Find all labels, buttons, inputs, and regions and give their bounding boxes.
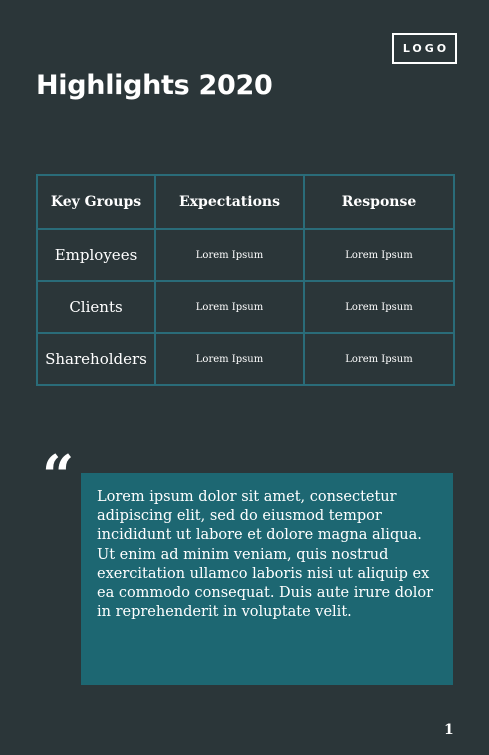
expectations-cell: Lorem Ipsum xyxy=(155,333,304,385)
table-row xyxy=(37,333,454,385)
column-header-response: Response xyxy=(304,175,454,229)
quote-box xyxy=(81,473,453,685)
expectations-cell: Lorem Ipsum xyxy=(155,229,304,281)
page-number: 1 xyxy=(444,722,454,738)
key-group-cell: Employees xyxy=(37,229,155,281)
logo xyxy=(392,33,457,64)
quote-mark-icon: “ xyxy=(42,443,75,509)
response-cell: Lorem Ipsum xyxy=(304,229,454,281)
column-header-key-groups: Key Groups xyxy=(37,175,155,229)
table-row xyxy=(37,281,454,333)
column-header-expectations: Expectations xyxy=(155,175,304,229)
quote-text: Lorem ipsum dolor sit amet, consectetur adipiscing elit, sed do eiusmod tempor incididunt ut labore et dolore magna aliqua. Ut enim ad minim veniam, quis nostrud exercitation ullamco laboris nisi ut aliquip ex ea commodo consequat. Duis aute irure dolor in reprehenderit in voluptate velit. xyxy=(97,489,434,621)
page-title: Highlights 2020 xyxy=(36,70,273,101)
table-header-row xyxy=(37,175,454,229)
key-group-cell: Shareholders xyxy=(37,333,155,385)
highlights-table xyxy=(36,174,455,386)
response-cell: Lorem Ipsum xyxy=(304,281,454,333)
logo-text: LOGO xyxy=(402,42,450,55)
table-row xyxy=(37,229,454,281)
key-group-cell: Clients xyxy=(37,281,155,333)
response-cell: Lorem Ipsum xyxy=(304,333,454,385)
expectations-cell: Lorem Ipsum xyxy=(155,281,304,333)
